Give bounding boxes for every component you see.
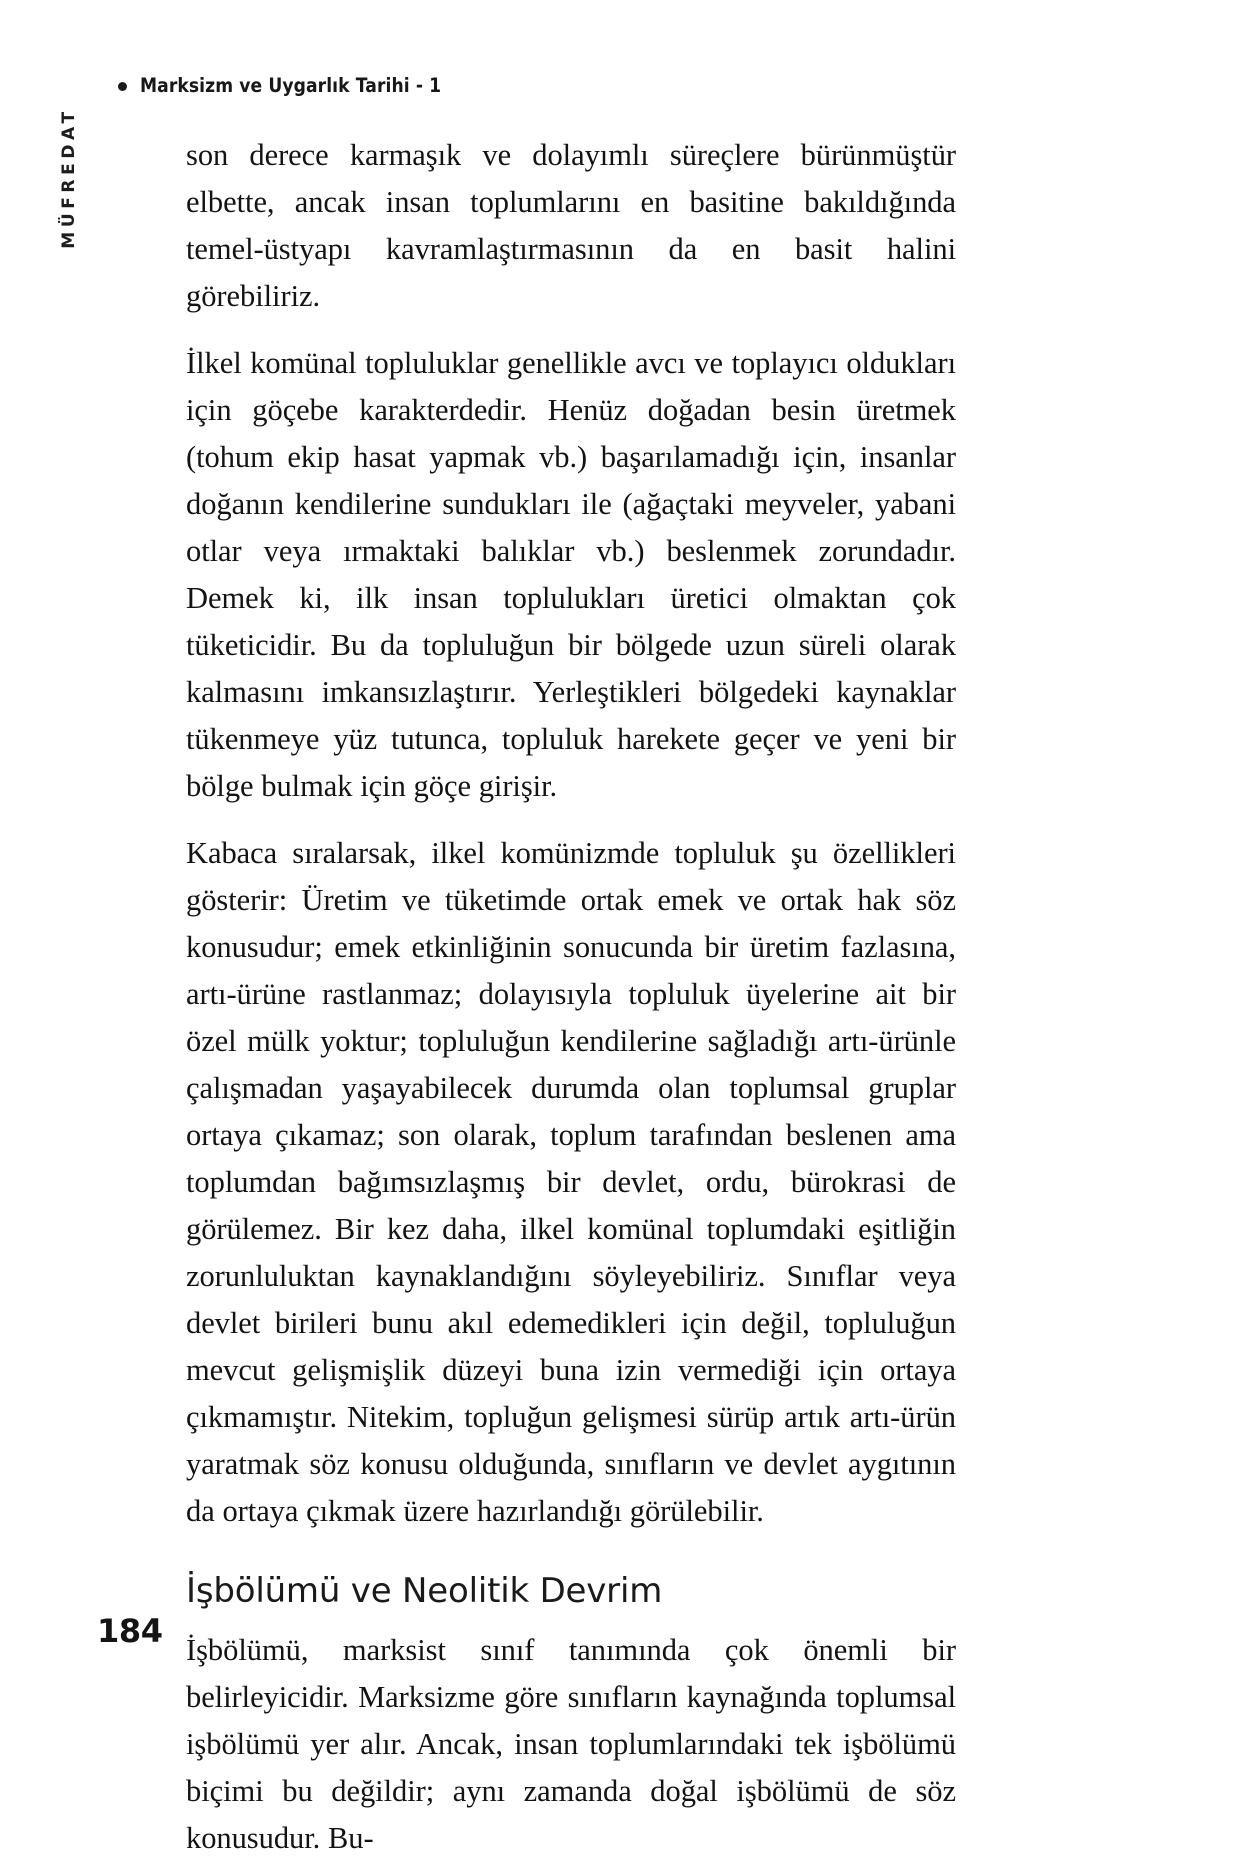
page-number: 184 [97, 1612, 163, 1650]
section-heading: İşbölümü ve Neolitik Devrim [186, 1571, 663, 1611]
paragraph: İşbölümü, marksist sınıf tanımında çok önemli bir belirleyicidir. Marksizme göre sınıfların kaynağında toplumsal işbölümü yer alır. Ancak, insan toplumlarındaki tek işbölümü biçimi bu değildir; aynı zamanda doğal işbölümü de söz konusudur. Bu- [186, 1633, 956, 1855]
bullet-dot-icon [118, 82, 127, 91]
paragraph: Kabaca sıralarsak, ilkel komünizmde topluluk şu özellikleri gösterir: Üretim ve tüketimde ortak emek ve ortak hak söz konusudur; emek etkinliğinin sonucunda bir üretim fazlasına, artı-ürüne rastlanmaz; dolayısıyla topluluk üyelerine ait bir özel mülk yoktur; topluluğun kendilerine sağladığı artı-ürünle çalışmadan yaşayabilecek durumda olan toplumsal gruplar ortaya çıkamaz; son olarak, toplum tarafından beslenen ama toplumdan bağımsızlaşmış bir devlet, ordu, bürokrasi de görülemez. Bir kez daha, ilkel komünal toplumdaki eşitliğin zorunluluktan kaynaklandığını söyleyebiliriz. Sınıflar veya devlet birileri bunu akıl edemedikleri için değil, topluluğun mevcut gelişmişlik düzeyi buna izin vermediği için ortaya çıkmamıştır. Nitekim, topluğun gelişmesi sürüp artık artı-ürün yaratmak söz konusu olduğunda, sınıfların ve devlet aygıtının da ortaya çıkmak üzere hazırlandığı görülebilir. [186, 836, 956, 1528]
body-text-column [186, 132, 956, 1862]
paragraph: son derece karmaşık ve dolayımlı süreçlere bürünmüştür elbette, ancak insan toplumlarını en basitine bakıldığında temel-üstyapı kavramlaştırmasının da en basit halini görebiliriz. [186, 138, 956, 313]
paragraph: İlkel komünal topluluklar genellikle avcı ve toplayıcı oldukları için göçebe karakterdedir. Henüz doğadan besin üretmek (tohum ekip hasat yapmak vb.) başarılamadığı için, insanlar doğanın kendilerine sundukları ile (ağaçtaki meyveler, yabani otlar veya ırmaktaki balıklar vb.) beslenmek zorundadır. Demek ki, ilk insan toplulukları üretici olmaktan çok tüketicidir. Bu da topluluğun bir bölgede uzun süreli olarak kalmasını imkansızlaştırır. Yerleştikleri bölgedeki kaynaklar tükenmeye yüz tutunca, topluluk harekete geçer ve yeni bir bölge bulmak için göçe girişir. [186, 346, 956, 803]
running-header [118, 74, 482, 97]
running-header-title: Marksizm ve Uygarlık Tarihi - 1 [140, 74, 442, 97]
side-tab-label: MÜFREDAT [59, 107, 79, 249]
